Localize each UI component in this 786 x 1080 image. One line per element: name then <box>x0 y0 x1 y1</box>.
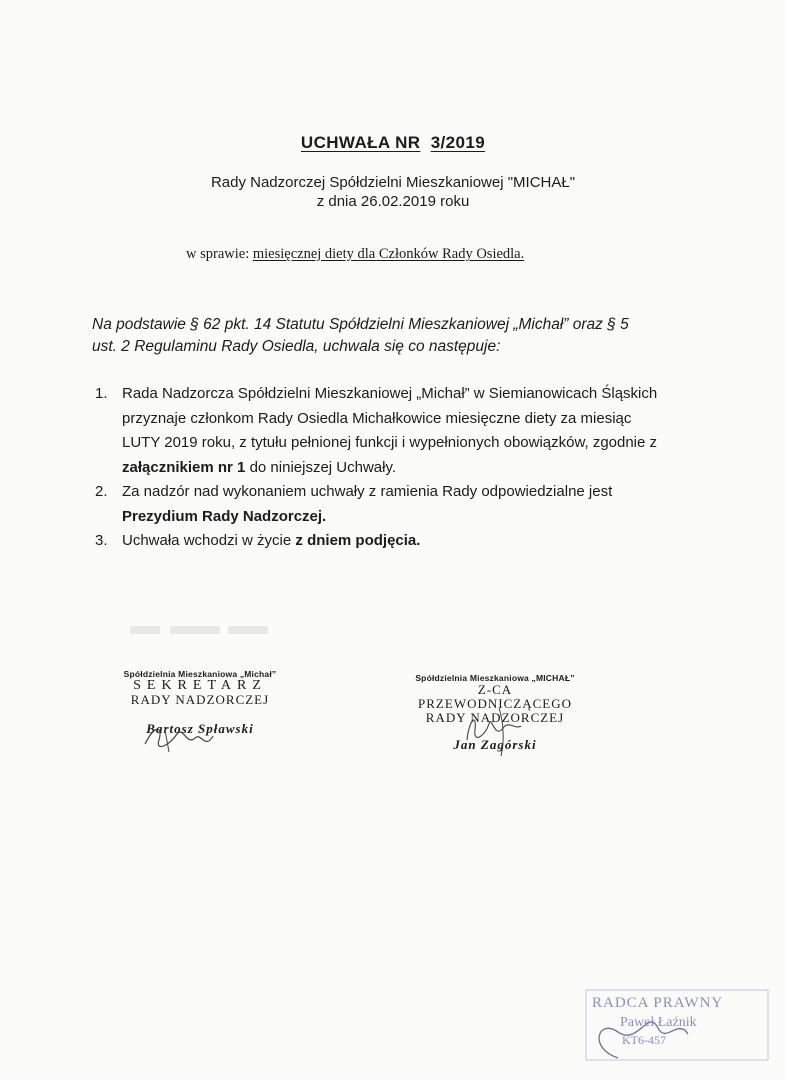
resolution-items <box>95 382 685 554</box>
matter-prefix: w sprawie: <box>186 246 250 262</box>
resolution-title <box>0 133 786 153</box>
item-1-rest: do niniejszej Uchwały. <box>245 458 397 476</box>
list-item <box>95 480 685 529</box>
deputy-chair-signature <box>455 700 565 760</box>
list-item <box>95 382 685 480</box>
title-number: 3/2019 <box>430 133 486 152</box>
stamp-role: SEKRETARZ <box>133 678 267 693</box>
stamp-signatory: Bartosz Spławski <box>146 721 254 736</box>
item-3-plain: Uchwała wchodzi w życie <box>122 532 296 549</box>
legal-counsel-id: KT6-457 <box>622 1033 666 1047</box>
item-number: 3. <box>95 532 108 549</box>
stamp-role-2: RADY NADZORCZEJ <box>130 692 270 707</box>
stamp-org: Spółdzielnia Mieszkaniowa „MICHAŁ” <box>415 673 575 683</box>
legal-counsel-stamp <box>578 988 778 1068</box>
legal-counsel-title: RADCA PRAWNY <box>592 995 724 1011</box>
item-number: 1. <box>95 385 108 402</box>
basis-line-2: ust. 2 Regulaminu Rady Osiedla, uchwala się co następuje: <box>92 338 501 355</box>
legal-basis <box>92 314 652 358</box>
secretary-signature <box>135 716 255 756</box>
stamp-signatory: Jan Zagórski <box>453 737 537 752</box>
stamp-role-2: RADY NADZORCZEJ <box>425 710 565 725</box>
item-1-bold: załącznikiem nr 1 <box>122 458 246 476</box>
item-3-bold: z dniem podjęcia. <box>295 532 421 549</box>
resolution-date: z dnia 26.02.2019 roku <box>316 193 470 210</box>
item-number: 2. <box>95 483 108 500</box>
board-name: Rady Nadzorczej Spółdzielni Mieszkaniowej "MICHAŁ" <box>210 174 576 191</box>
stamp-role: Z-CA PRZEWODNICZĄCEGO <box>418 682 572 711</box>
title-prefix: UCHWAŁA NR <box>300 133 421 152</box>
resolution-matter <box>186 246 524 263</box>
basis-line-1: Na podstawie § 62 pkt. 14 Statutu Spółdzielni Mieszkaniowej „Michał” oraz § 5 <box>92 316 629 333</box>
legal-counsel-name: Paweł Łaźnik <box>620 1015 697 1030</box>
item-1-line-3: LUTY 2019 roku, z tytułu pełnionej funkcji i wypełnionych obowiązków, zgodnie z <box>122 434 658 451</box>
item-2-line-2: Prezydium Rady Nadzorczej. <box>122 507 327 525</box>
list-item <box>95 529 685 554</box>
item-2-line-1: Za nadzór nad wykonaniem uchwały z ramienia Rady odpowiedzialne jest <box>122 483 613 500</box>
faint-smudge <box>130 622 270 638</box>
matter-text: miesięcznej diety dla Członków Rady Osiedla. <box>252 246 525 262</box>
item-1-line-4 <box>122 456 685 481</box>
stamp-org: Spółdzielnia Mieszkaniowa „Michał” <box>123 669 277 679</box>
item-1-line-2: przyznaje członkom Rady Osiedla Michałkowice miesięczne diety za miesiąc <box>122 409 632 427</box>
item-3-line-1 <box>122 529 685 554</box>
item-1-line-1: Rada Nadzorcza Spółdzielni Mieszkaniowej „Michał” w Siemianowicach Śląskich <box>122 385 658 402</box>
